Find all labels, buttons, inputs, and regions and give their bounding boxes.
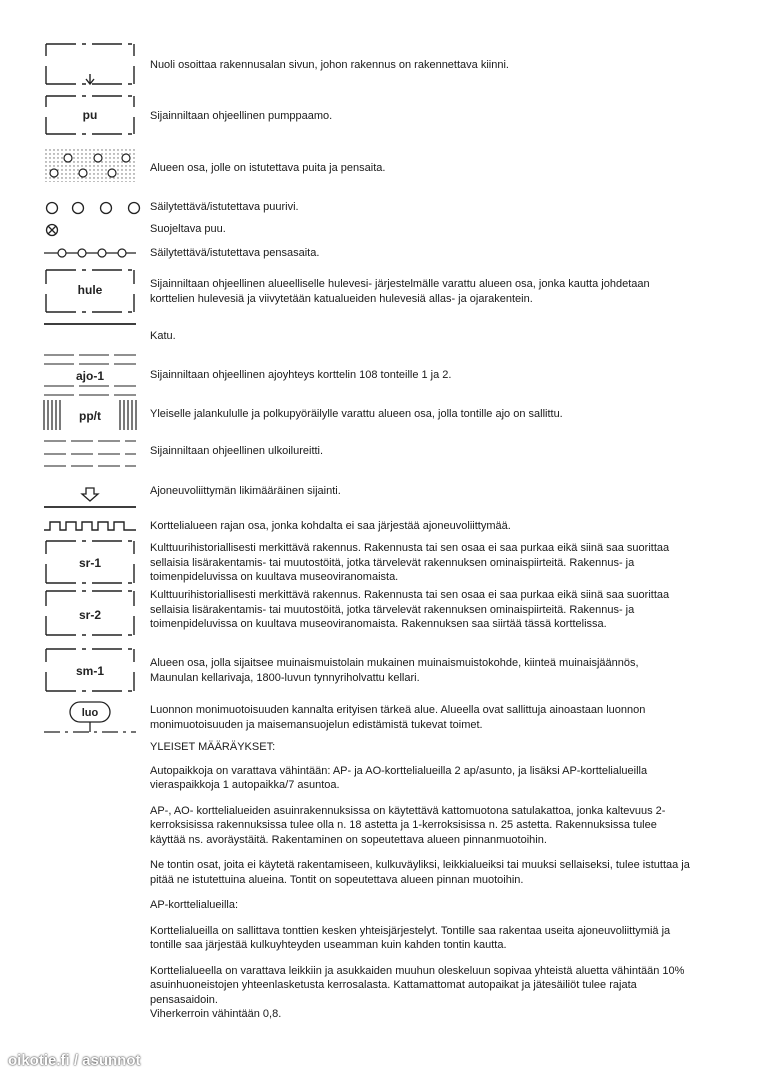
legend-text: Luonnon monimuotoisuuden kannalta erityisen tärkeä alue. Alueella ovat sallittuja ainoastaan luonnon monimuotoisuuden ja maisemansuojelun edistämistä tukevat toimet. [150, 704, 646, 731]
tree-row-symbol [40, 197, 140, 219]
vehicle-access-arrow-icon [40, 484, 140, 512]
legend-text: Sijainniltaan ohjeellinen alueelliselle hulevesi- järjestelmälle varattu alueen osa, jonka kautta johdetaan korttelien hulevesiä ja viivytetään katualueiden hulevesiä allas- ja ojarakentein. [150, 278, 650, 305]
pumping-station-symbol [40, 93, 140, 137]
planting-area-symbol [40, 144, 140, 188]
pedestrian-cycle-path-symbol [40, 396, 140, 434]
legend-text: Yleiselle jalankululle ja polkupyöräilylle varattu alueen osa, jolla tontille ajo on sallittu. [150, 408, 563, 420]
legend-row-pensasaita [0, 242, 764, 264]
symbol-label: sm-1 [75, 664, 105, 678]
stormwater-area-symbol [40, 266, 140, 316]
legend-row-luo [0, 698, 764, 740]
symbol-label: sr-2 [78, 608, 102, 622]
legend-text: Ajoneuvoliittymän likimääräinen sijainti. [150, 485, 341, 497]
symbol-label: luo [81, 707, 99, 719]
legend-text: Katu. [150, 330, 176, 342]
legend-row-hule [0, 266, 764, 316]
legend-text: Korttelialueen rajan osa, jonka kohdalta ei saa järjestää ajoneuvoliittymää. [150, 520, 511, 532]
legend-row-istutus [0, 144, 764, 188]
legend-row-suojeltava-puu [0, 220, 764, 240]
legend-text: Säilytettävä/istutettava puurivi. [150, 201, 299, 213]
ancient-monument-sm1-symbol [40, 646, 140, 694]
legend-row-pp-t [0, 396, 764, 434]
protected-building-sr2-symbol [40, 588, 140, 640]
ap-heading: AP-korttelialueilla: [150, 899, 239, 911]
general-paragraph: Autopaikkoja on varattava vähintään: AP- ja AO-korttelialueilla 2 ap/asunto, ja lisäksi AP-korttelialueilla vieraspaikkoja 1 autopaikka/7 asuntoa. [150, 764, 648, 791]
symbol-label: pp/t [79, 409, 101, 423]
driveway-symbol [40, 352, 140, 398]
legend-text: Alueen osa, jolla sijaitsee muinaismuistolain mukainen muinaismuistokohde, kiinteä muinaisjäännös, Maunulan kellarivaja, 1800-luvun tynnyriholvattu kellari. [150, 657, 639, 684]
legend-row-sm-1 [0, 646, 764, 694]
legend-text: Säilytettävä/istutettava pensasaita. [150, 247, 320, 259]
legend-text: Kulttuurihistoriallisesti merkittävä rakennus. Rakennusta tai sen osaa ei saa purkaa eikä siinä saa suorittaa sellaisia lisärakentamis- tai muutostöitä, jotka tärvelevät rakennuksen ominaispiirteitä. Rakennus- ja toimenpideluvissa on kuultava museoviranomaista. Rakennuksen saa siirtää tässä korttelissa. [150, 589, 670, 630]
general-paragraph: Ne tontin osat, joita ei käytetä rakentamiseen, kulkuväyliksi, leikkialueiksi tai muuksi sellaiseksi, tulee istuttaa ja pitää ne istutettuina alueina. Tontit on sopeutettava alueen pinnan muotoihin. [150, 859, 690, 886]
legend-row-ajoneuvoliittyma [0, 484, 764, 512]
legend-row-ajo-1 [0, 352, 764, 398]
legend-row-sr-1 [0, 538, 764, 586]
watermark: oikotie.fi / asunnot [8, 1052, 141, 1069]
general-paragraph: AP-, AO- korttelialueiden asuinrakennuksissa on käytettävä kattomuotona satulakattoa, jonka kaltevuus 2-kerroksisissa rakennuksissa tulee olla n. 18 astetta ja 1-kerroksisissa n. 25 astetta. Rakennuksissa tulee käyttää ns. avoräystäitä. Rakentaminen on sopeutettava alueen pinnanmuotoihin. [150, 804, 666, 846]
legend-row-nuoli [0, 40, 764, 90]
protected-building-sr1-symbol [40, 538, 140, 586]
general-heading: YLEISET MÄÄRÄYKSET: [150, 741, 276, 753]
hedge-symbol [40, 242, 140, 264]
no-access-boundary-symbol [40, 514, 140, 538]
legend-row-rajan-osa [0, 514, 764, 538]
legend-text: Alueen osa, jolle on istutettava puita ja pensaita. [150, 162, 386, 174]
symbol-label: hule [77, 283, 103, 297]
legend-text: Sijainniltaan ohjeellinen ajoyhteys korttelin 108 tonteille 1 ja 2. [150, 369, 452, 381]
general-paragraph: Korttelialueilla on sallittava tonttien kesken yhteisjärjestelyt. Tontille saa rakentaa useita ajoneuvoliittymiä ja tontille saa järjestää kulkuyhteyden useamman kuin kahden tontin kautta. [150, 924, 671, 951]
biodiversity-area-symbol [40, 698, 140, 740]
general-paragraph: Viherkerroin vähintään 0,8. [150, 1008, 282, 1020]
legend-row-puurivi [0, 197, 764, 219]
legend-text: Nuoli osoittaa rakennusalan sivun, johon rakennus on rakennettava kiinni. [150, 59, 509, 71]
symbol-label: pu [82, 108, 98, 122]
symbol-label: sr-1 [78, 556, 102, 570]
legend-text: Suojeltava puu. [150, 223, 226, 235]
general-paragraph: Korttelialueella on varattava leikkiin ja asukkaiden muuhun oleskeluun sopivaa yhteistä aluetta vähintään 10% asuinhuoneistojen yhteenlasketusta kerrosalasta. Kattamattomat autopaikat ja jätesäiliöt tulee rajata pensasaidoin. [150, 964, 685, 1006]
street-symbol [40, 318, 140, 352]
legend-text: Kulttuurihistoriallisesti merkittävä rakennus. Rakennusta tai sen osaa ei saa purkaa eikä siinä saa suorittaa sellaisia lisärakentamis- tai muutostöitä, jotka tärvelevät rakennuksen ominaispiirteitä. Rakennus- ja toimenpideluvissa on kuultava museoviranomaista. [150, 542, 670, 583]
legend-row-pu [0, 93, 764, 137]
recreation-route-symbol [40, 436, 140, 472]
legend-row-ulkoilureitti [0, 436, 764, 472]
legend-text: Sijainniltaan ohjeellinen ulkoilureitti. [150, 445, 324, 457]
symbol-label: ajo-1 [75, 369, 105, 383]
arrow-boundary-symbol [40, 40, 140, 90]
legend-row-sr-2 [0, 588, 764, 640]
protected-tree-icon [40, 220, 140, 240]
general-regulations [150, 740, 690, 1022]
legend-text: Sijainniltaan ohjeellinen pumppaamo. [150, 110, 333, 122]
legend-row-katu [0, 318, 764, 352]
